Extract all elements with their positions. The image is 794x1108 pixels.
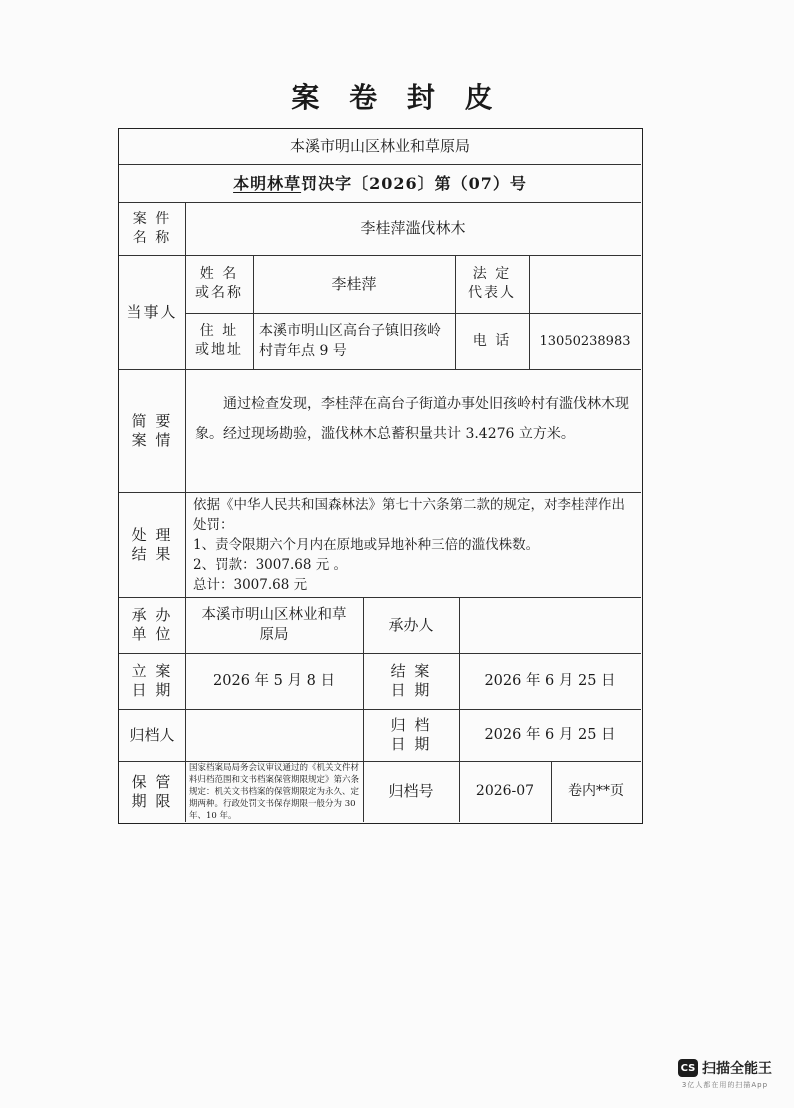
- archivist-value: [185, 709, 363, 761]
- filed-date-label: 立 案 日 期: [131, 662, 173, 699]
- archive-date-value: 2026 年 6 月 25 日: [484, 726, 616, 743]
- phone-label: 电 话: [472, 332, 512, 349]
- watermark-subtitle: 3亿人都在用的扫描App: [681, 1081, 769, 1089]
- address-label: 住 址 或地址: [195, 323, 243, 358]
- case-name-value: 李桂萍滥伐林木: [360, 219, 466, 237]
- result-line: 处罚：: [193, 517, 234, 533]
- archivist-label: 归档人: [129, 725, 175, 744]
- camscanner-logo-icon: CS: [678, 1059, 698, 1077]
- scanner-watermark: [678, 1058, 772, 1090]
- archive-number-value: 2026-07: [475, 783, 535, 799]
- closed-date-label: 结 案 日 期: [390, 662, 432, 699]
- case-cover-form: [118, 128, 643, 824]
- agency-name: 本溪市明山区林业和草原局: [289, 137, 470, 155]
- party-name-value: 李桂萍: [331, 274, 377, 293]
- retention-label: 保 管 期 限: [131, 772, 173, 810]
- party-label: 当事人: [126, 302, 178, 321]
- archive-date-label: 归 档 日 期: [390, 716, 432, 753]
- result-line: 2、罚款：3007.68 元 。: [193, 557, 347, 573]
- handling-person-label: 承办人: [388, 615, 434, 634]
- case-name-label: 案 件 名 称: [132, 210, 172, 246]
- result-text: [185, 492, 641, 597]
- doc-number-prefix: 本明林草: [233, 173, 302, 193]
- legal-rep-value: [529, 255, 641, 313]
- doc-number-rest: 罚决字〔2026〕第（07）号: [301, 173, 527, 193]
- result-line: 1、责令限期六个月内在原地或异地补种三倍的滥伐株数。: [193, 537, 540, 553]
- summary-label: 简 要 案 情: [131, 411, 173, 449]
- address-value: 本溪市明山区高台子镇旧孩岭村青年点 9 号: [259, 323, 441, 359]
- retention-note: 国家档案局局务会议审议通过的《机关文件材料归档范围和文书档案保管期限规定》第六条规定：机关文书档案的保管期限定为永久、定期两种。行政处罚文书保存期限一般分为 30 年、10 年。: [189, 762, 360, 821]
- filed-date-value: 2026 年 5 月 8 日: [213, 672, 335, 689]
- handling-unit-label: 承 办 单 位: [131, 606, 173, 643]
- result-line: 总计：3007.68 元: [193, 577, 308, 593]
- handling-person-value: [459, 597, 641, 653]
- result-label: 处 理 结 果: [131, 525, 173, 563]
- handling-unit-value: 本溪市明山区林业和草原局: [201, 607, 347, 643]
- page-count: 卷内**页: [568, 783, 624, 799]
- legal-rep-label: 法 定 代表人: [468, 266, 516, 301]
- phone-value: 13050238983: [539, 333, 631, 349]
- result-line: 依据《中华人民共和国森林法》第七十六条第二款的规定，对李桂萍作出: [193, 497, 625, 513]
- page-title: 案 卷 封 皮: [291, 81, 503, 114]
- watermark-name: 扫描全能王: [702, 1061, 772, 1077]
- closed-date-value: 2026 年 6 月 25 日: [484, 672, 616, 689]
- document-number: [119, 164, 641, 202]
- party-name-label: 姓 名 或名称: [195, 266, 243, 301]
- summary-text: 通过检查发现，李桂萍在高台子街道办事处旧孩岭村有滥伐林木现象。经过现场勘验，滥伐林木总蓄积量共计 3.4276 立方米。: [195, 396, 629, 442]
- archive-number-label: 归档号: [388, 782, 434, 800]
